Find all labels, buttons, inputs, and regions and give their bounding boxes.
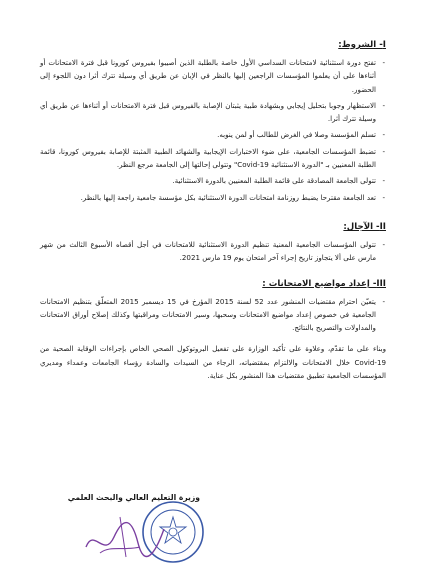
minister-title: وزيرة التعليم العالي والبحث العلمي: [67, 493, 200, 502]
deadlines-list: [40, 238, 386, 265]
preparation-list: [40, 295, 386, 335]
list-item: - تضبط المؤسسات الجامعية، على ضوء الاختبارات الإيجابية والشهائد الطبية المثبتة للإصابة بفيروس كورونا، قائمة الطلبة المعنيين بـ "الدورة الاستثنائية Covid-19" وتتولى إحالتها إلى الجامعة مرجع النظر.: [40, 145, 376, 172]
list-item: - تتولى المؤسسات الجامعية المعنية تنظيم الدورة الاستثنائية للامتحانات في أجل أقصاه الأسبوع الثالث من شهر مارس على ألا يتجاوز تاريخ إجراء آخر امتحان يوم 19 مارس 2021.: [40, 238, 376, 265]
section-title-conditions: I- الشروط:: [338, 40, 386, 50]
list-item: - تتولى الجامعة المصادقة على قائمة الطلبة المعنيين بالدورة الاستثنائية.: [40, 174, 376, 187]
handwritten-signature-icon: [80, 507, 170, 567]
list-item: - تعد الجامعة مقترحا يضبط روزنامة امتحانات الدورة الاستثنائية بكل مؤسسة جامعية راجعة إليها بالنظر.: [40, 191, 376, 204]
list-item: - تفتح دورة استثنائية لامتحانات السداسي الأول خاصة بالطلبة الذين أصيبوا بفيروس كورونا قبل فترة الامتحانات أو أثناءها على أن يعلموا المؤسسات الراجعين إليها بالنظر في الإبان عن طريق أي وسيلة تترك أثرا دون اللجوء إلى الحضور.: [40, 56, 376, 96]
section-title-deadlines: II- الآجال:: [343, 221, 386, 232]
conditions-list: [40, 56, 386, 204]
list-item: - الاستظهار وجوبا بتحليل إيجابي وبشهادة طبية يثبتان الإصابة بالفيروس قبل فترة الامتحانات أو أثناءها عن طريق أي وسيلة تترك أثرا.: [40, 99, 376, 126]
signature-block: [60, 493, 200, 573]
section-title-preparation: III- إعداد مواضيع الامتحانات :: [262, 278, 386, 289]
list-item: - تسلم المؤسسة وصلا في الغرض للطالب أو لمن ينوبه.: [40, 128, 376, 141]
closing-paragraph: وبناء على ما تقدّم، وعلاوة على تأكيد الوزارة على تفعيل البروتوكول الصحي الخاص بإجراءات الوقاية الصحية من Covid-19 خلال الامتحانات والالتزام بمقتضياته، الرجاء من السيدات والسادة رؤساء الجامعات وعمداء ومديري المؤسسات الجامعية تطبيق مقتضيات هذا المنشور بكل عناية.: [40, 344, 386, 381]
list-item: - يتعيّن احترام مقتضيات المنشور عدد 52 لسنة 2015 المؤرخ في 15 ديسمبر 2015 المتعلّق بتنظيم الامتحانات الجامعية في خصوص إعداد مواضيع الامتحانات وسحبها، وسير الامتحانات ومراقبتها وكذلك إصلاح أوراق الامتحانات والمداولات والتصريح بالنتائج.: [40, 295, 376, 335]
